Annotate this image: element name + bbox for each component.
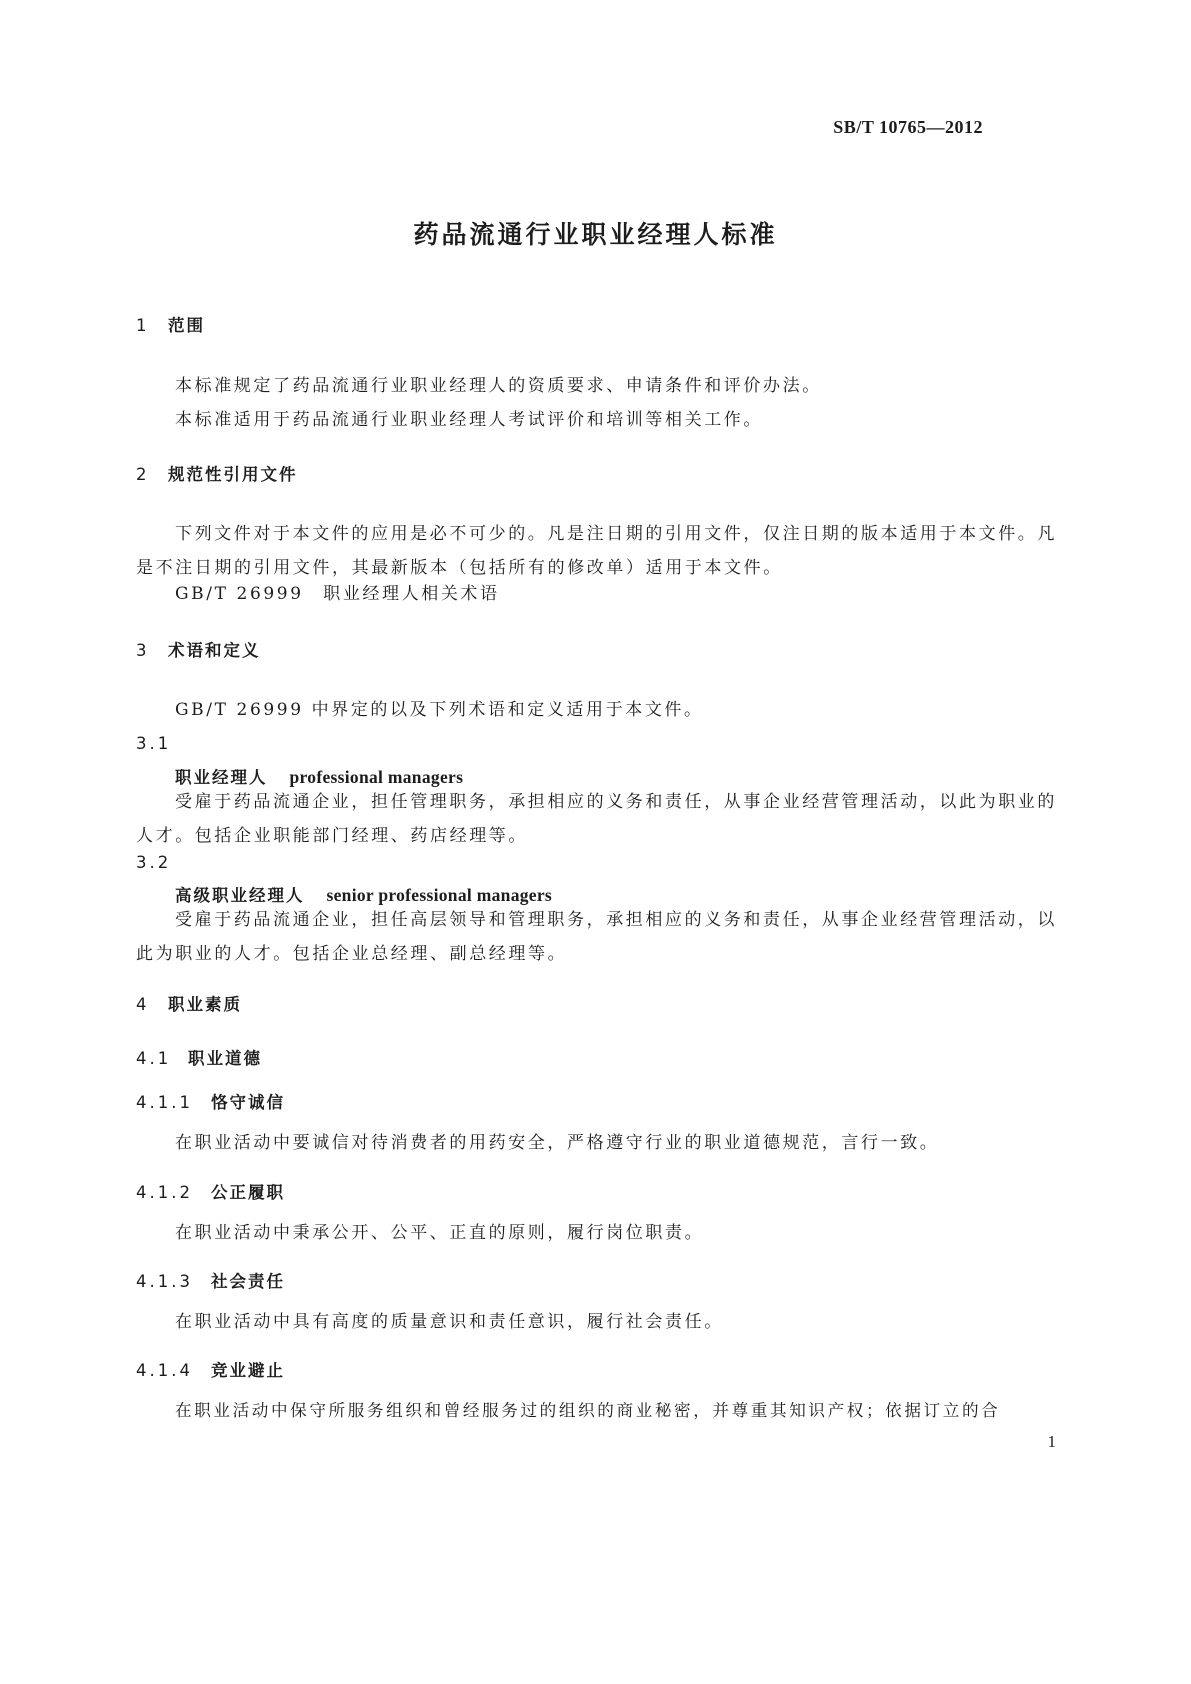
clause-title: 恪守诚信 — [211, 1093, 285, 1112]
paragraph: 在职业活动中具有高度的质量意识和责任意识，履行社会责任。 — [175, 1312, 724, 1332]
clause-number: 4.1.3 — [136, 1272, 193, 1291]
paragraph: 本标准适用于药品流通行业职业经理人考试评价和培训等相关工作。 — [175, 410, 763, 430]
section-4-heading — [136, 991, 242, 1015]
page-number: 1 — [1047, 1432, 1056, 1451]
clause-title: 竞业避止 — [211, 1361, 285, 1380]
paragraph: 在职业活动中保守所服务组织和曾经服务过的组织的商业秘密，并尊重其知识产权；依据订立的合 — [175, 1401, 1001, 1420]
normative-reference: GB/T 26999 职业经理人相关术语 — [175, 584, 500, 604]
section-2-heading — [136, 461, 298, 485]
paragraph: 在职业活动中秉承公开、公平、正直的原则，履行岗位职责。 — [175, 1223, 705, 1243]
term-definition: 受雇于药品流通企业，担任高层领导和管理职务，承担相应的义务和责任，从事企业经营管理活动，以此为职业的人才。包括企业总经理、副总经理等。 — [136, 910, 1057, 964]
standard-number: SB/T 10765—2012 — [833, 117, 983, 137]
section-number: 2 — [136, 465, 149, 484]
clause-number: 4.1.1 — [136, 1093, 193, 1112]
term-chinese: 职业经理人 — [175, 768, 268, 787]
subsection-4-1-heading — [136, 1045, 262, 1069]
paragraph: 本标准规定了药品流通行业职业经理人的资质要求、申请条件和评价办法。 — [175, 376, 822, 396]
paragraph: 下列文件对于本文件的应用是必不可少的。凡是注日期的引用文件，仅注日期的版本适用于本文件。凡是不注日期的引用文件，其最新版本（包括所有的修改单）适用于本文件。 — [136, 524, 1057, 578]
section-1-heading — [136, 312, 205, 336]
clause-4-1-4-heading — [136, 1357, 285, 1381]
section-title: 职业素质 — [168, 995, 242, 1014]
paragraph: GB/T 26999 中界定的以及下列术语和定义适用于本文件。 — [175, 700, 704, 720]
section-number: 4 — [136, 995, 149, 1014]
clause-4-1-2-heading — [136, 1179, 285, 1203]
section-title: 术语和定义 — [168, 641, 261, 660]
clause-number: 4.1.2 — [136, 1183, 193, 1202]
clause-title: 公正履职 — [211, 1183, 285, 1202]
section-3-heading — [136, 637, 261, 661]
term-chinese: 高级职业经理人 — [175, 886, 305, 905]
term-number: 3.1 — [136, 734, 172, 753]
clause-4-1-1-heading — [136, 1089, 285, 1113]
term-english: professional managers — [289, 767, 464, 787]
term-definition: 受雇于药品流通企业，担任管理职务，承担相应的义务和责任，从事企业经营管理活动，以此为职业的人才。包括企业职能部门经理、药店经理等。 — [136, 792, 1057, 846]
subsection-number: 4.1 — [136, 1049, 172, 1068]
paragraph: 在职业活动中要诚信对待消费者的用药安全，严格遵守行业的职业道德规范，言行一致。 — [175, 1133, 940, 1153]
term-english: senior professional managers — [326, 885, 553, 905]
clause-4-1-3-heading — [136, 1268, 285, 1292]
document-title: 药品流通行业职业经理人标准 — [413, 220, 778, 249]
section-number: 1 — [136, 316, 149, 335]
term-number: 3.2 — [136, 853, 172, 872]
section-number: 3 — [136, 641, 149, 660]
subsection-title: 职业道德 — [188, 1049, 262, 1068]
section-title: 规范性引用文件 — [168, 465, 298, 484]
clause-number: 4.1.4 — [136, 1361, 193, 1380]
clause-title: 社会责任 — [211, 1272, 285, 1291]
section-title: 范围 — [168, 316, 205, 335]
